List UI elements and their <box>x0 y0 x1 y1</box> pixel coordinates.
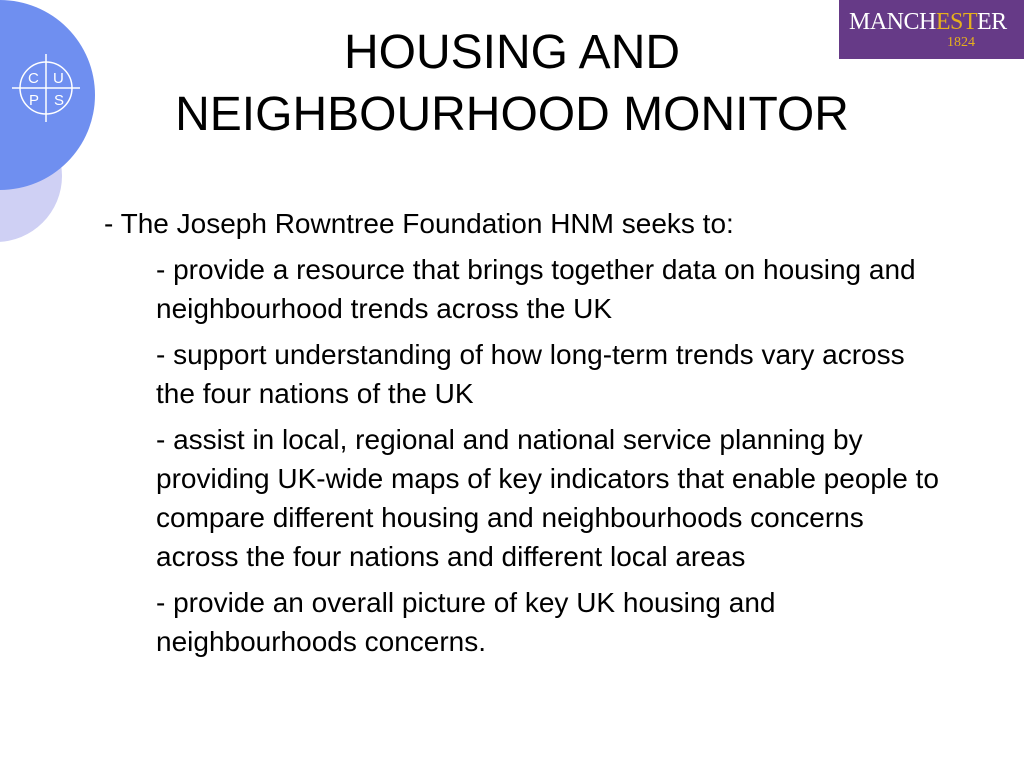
bullet-point: - provide an overall picture of key UK housing and neighbourhoods concerns. <box>156 587 776 657</box>
slide-title <box>0 22 1024 146</box>
bullet-point: - assist in local, regional and national service planning by providing UK-wide maps of key indicators that enable people to compare different housing and neighbourhoods concerns across the four nations and different local areas <box>156 424 939 572</box>
manchester-year: 1824 <box>947 35 975 50</box>
slide-body <box>104 204 944 668</box>
lead-paragraph: - The Joseph Rowntree Foundation HNM seeks to: <box>104 208 734 239</box>
wordmark-part-3: ER <box>977 9 1007 35</box>
cups-letter-s: S <box>54 92 65 109</box>
slide-title-line-1: HOUSING AND <box>343 26 681 79</box>
cups-letter-u: U <box>53 70 64 87</box>
cups-letter-c: C <box>28 70 39 87</box>
bullet-point: - support understanding of how long-term trends vary across the four nations of the UK <box>156 339 905 409</box>
wordmark-part-2: EST <box>935 9 978 35</box>
cups-letter-p: P <box>29 92 40 109</box>
bullet-point: - provide a resource that brings together data on housing and neighbourhood trends across the UK <box>156 254 916 324</box>
wordmark-part-1: MANCH <box>849 9 936 35</box>
slide-title-line-2: NEIGHBOURHOOD MONITOR <box>175 88 849 141</box>
